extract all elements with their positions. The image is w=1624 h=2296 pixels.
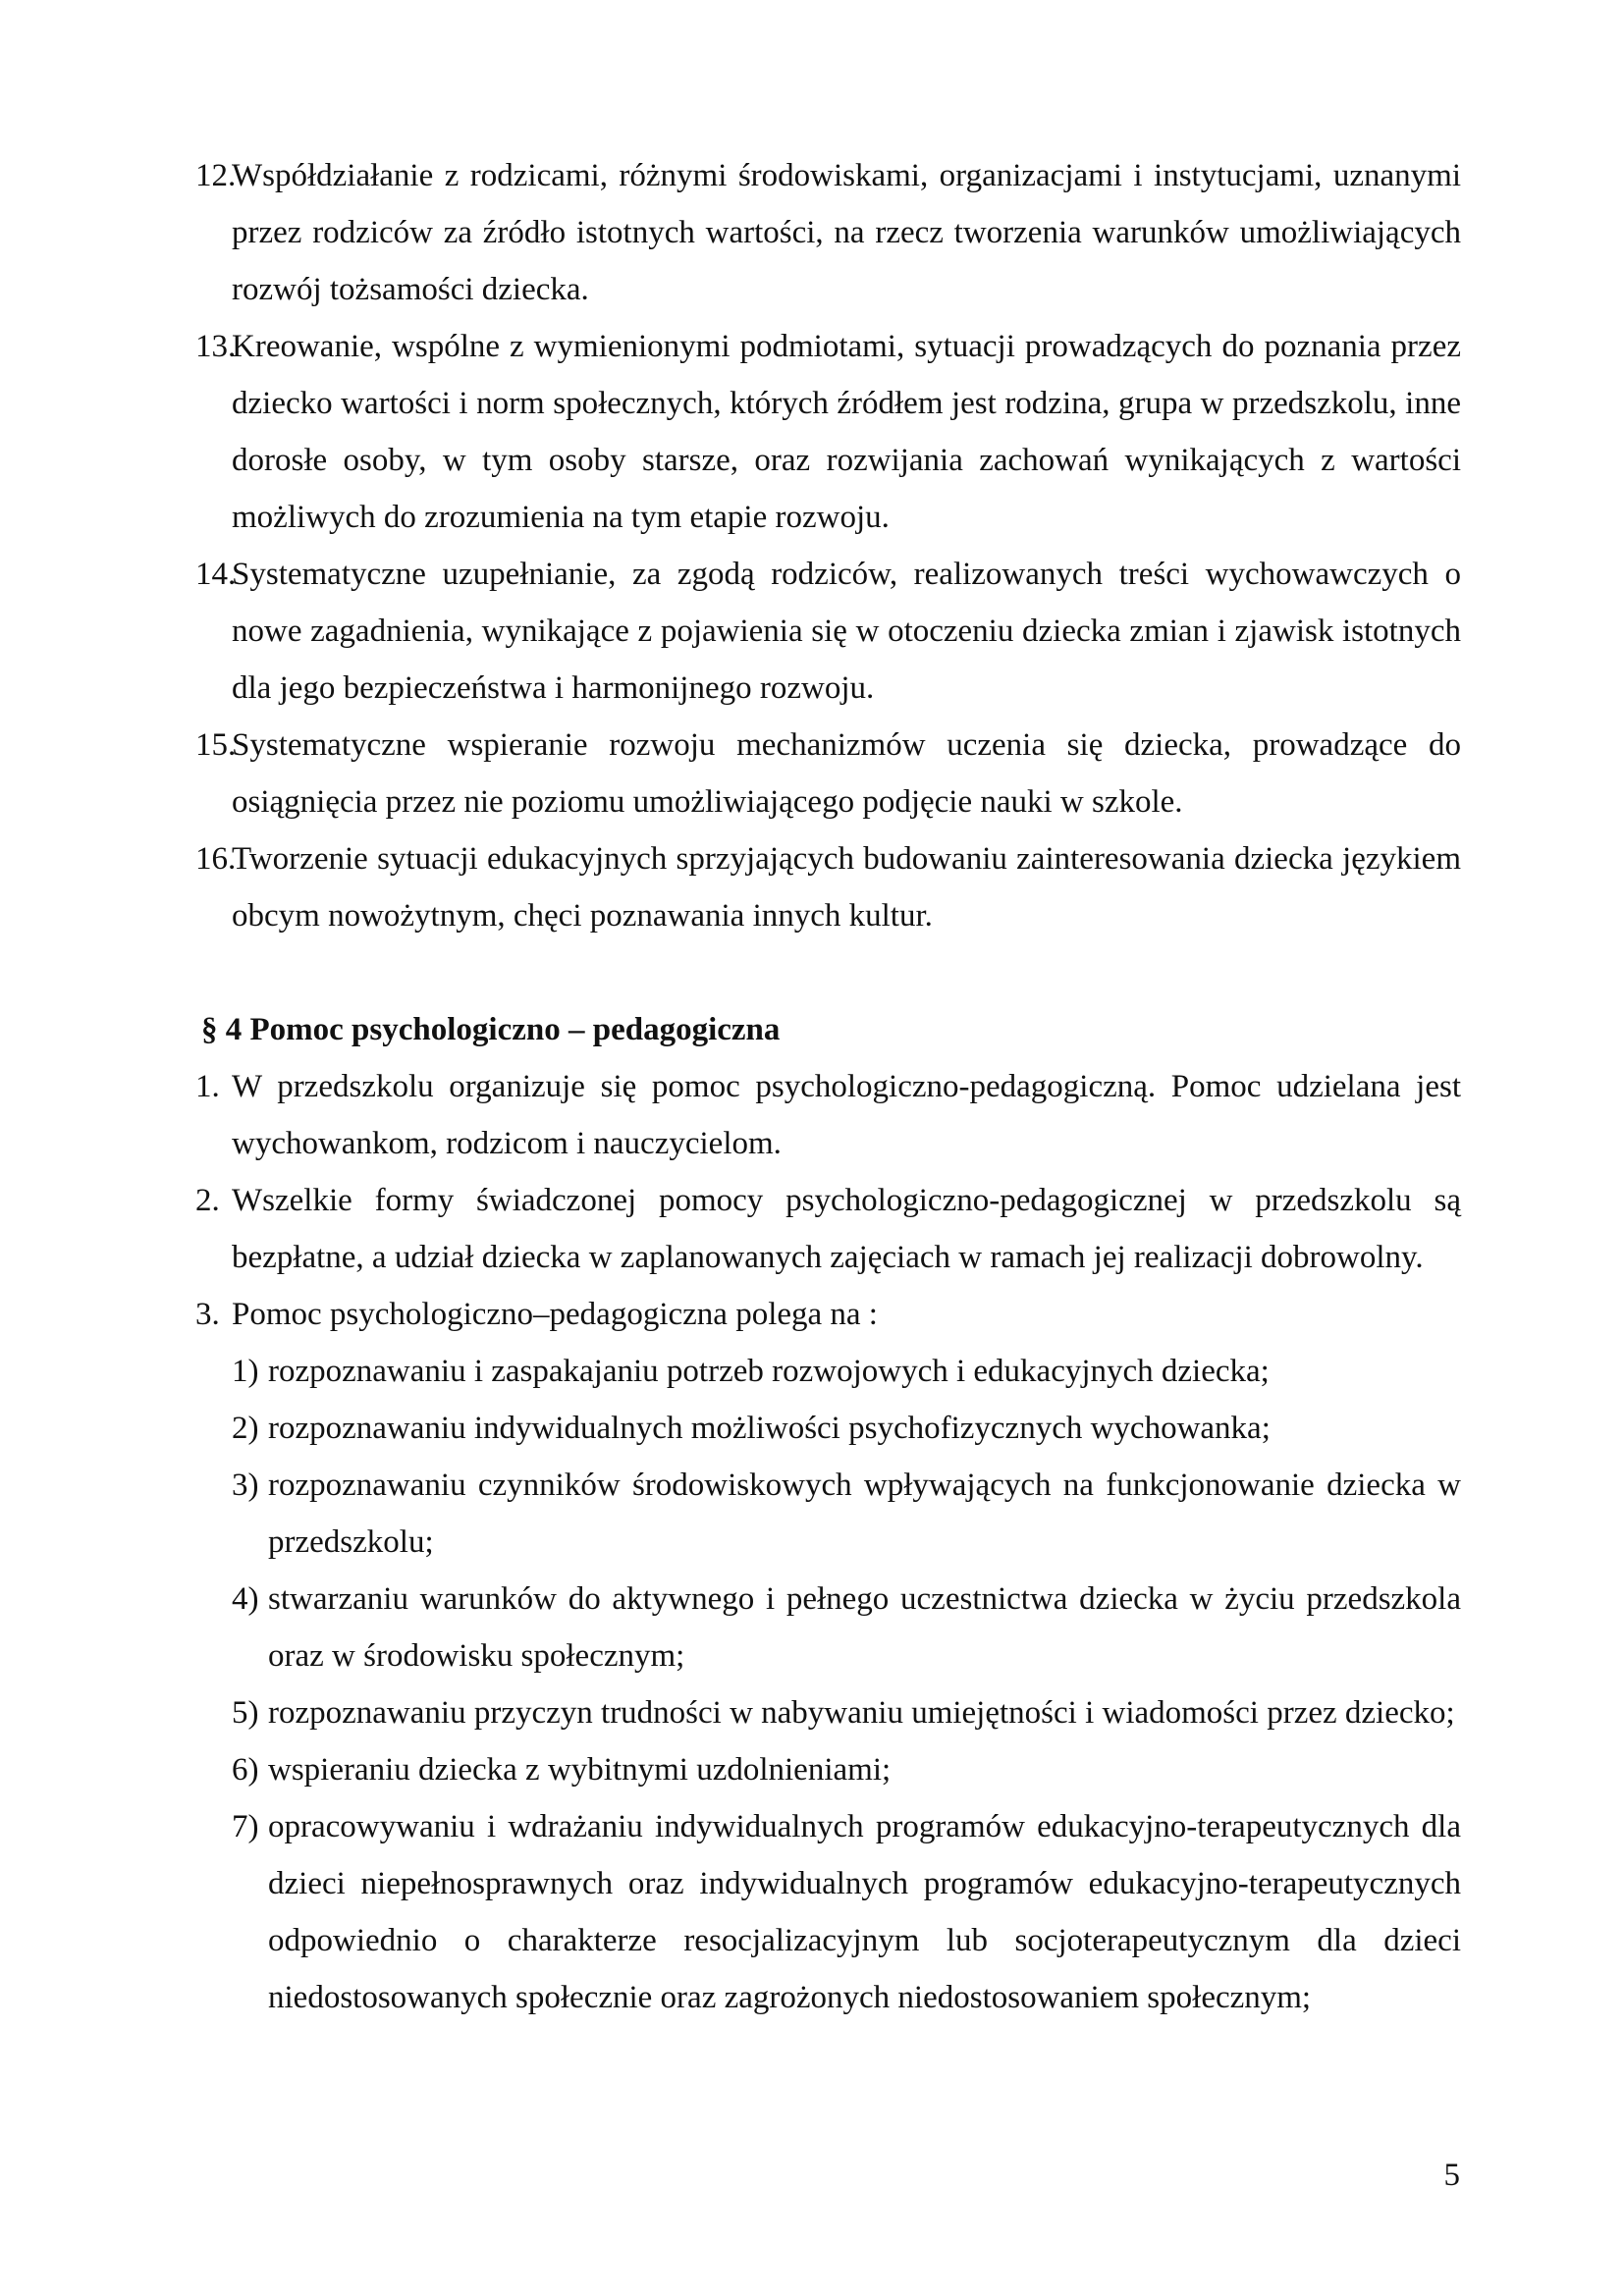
- list-item: [195, 318, 1461, 546]
- list-item-number: 15.: [195, 727, 237, 763]
- list-item-text: Kreowanie, wspólne z wymienionymi podmiotami, sytuacji prowadzących do poznania przez dziecko wartości i norm społecznych, których źródłem jest rodzina, grupa w przedszkolu, inne dorosłe osoby, w tym osoby starsze, oraz rozwijania zachowań wynikających z wartości możliwych do zrozumienia na tym etapie rozwoju.: [232, 329, 1461, 535]
- list-item-text: Współdziałanie z rodzicami, różnymi środowiskami, organizacjami i instytucjami, uznanymi przez rodziców za źródło istotnych wartości, na rzecz tworzenia warunków umożliwiających rozwój tożsamości dziecka.: [232, 158, 1461, 307]
- sublist-item-number: 1): [232, 1354, 259, 1389]
- sublist-item-number: 7): [232, 1809, 259, 1844]
- help-list: [195, 1058, 1461, 1343]
- list-item: [195, 1286, 1461, 1343]
- sublist-item-text: rozpoznawaniu indywidualnych możliwości psychofizycznych wychowanka;: [268, 1411, 1271, 1446]
- list-item-number: 2.: [195, 1183, 220, 1218]
- list-item: [195, 1058, 1461, 1172]
- sublist-item: [232, 1343, 1461, 1400]
- sublist-item: [232, 1457, 1461, 1571]
- sublist-item-text: wspieraniu dziecka z wybitnymi uzdolnieniami;: [268, 1752, 892, 1788]
- list-item: [195, 717, 1461, 830]
- list-item: [195, 1172, 1461, 1286]
- list-item-number: 12.: [195, 158, 237, 193]
- list-item-number: 16.: [195, 841, 237, 877]
- sublist-item-text: stwarzaniu warunków do aktywnego i pełnego uczestnictwa dziecka w życiu przedszkola oraz w środowisku społecznym;: [268, 1581, 1461, 1674]
- list-item: [195, 147, 1461, 318]
- list-item-text: Systematyczne uzupełnianie, za zgodą rodziców, realizowanych treści wychowawczych o nowe zagadnienia, wynikające z pojawienia się w otoczeniu dziecka zmian i zjawisk istotnych dla jego bezpieczeństwa i harmonijnego rozwoju.: [232, 557, 1461, 706]
- sublist-item-text: rozpoznawaniu i zaspakajaniu potrzeb rozwojowych i edukacyjnych dziecka;: [268, 1354, 1270, 1389]
- sublist-item-number: 5): [232, 1695, 259, 1731]
- page-content: [195, 147, 1461, 2026]
- sublist-item-number: 4): [232, 1581, 259, 1617]
- sublist-item: [232, 1571, 1461, 1684]
- sublist-item: [232, 1798, 1461, 2026]
- list-item-number: 3.: [195, 1297, 220, 1332]
- list-item-text: W przedszkolu organizuje się pomoc psychologiczno-pedagogiczną. Pomoc udzielana jest wychowankom, rodzicom i nauczycielom.: [232, 1069, 1461, 1161]
- sublist-item: [232, 1400, 1461, 1457]
- sublist-item-text: rozpoznawaniu czynników środowiskowych wpływających na funkcjonowanie dziecka w przedszkolu;: [268, 1468, 1461, 1560]
- list-item-text: Wszelkie formy świadczonej pomocy psychologiczno-pedagogicznej w przedszkolu są bezpłatne, a udział dziecka w zaplanowanych zajęciach w ramach jej realizacji dobrowolny.: [232, 1183, 1461, 1275]
- sublist-item-number: 6): [232, 1752, 259, 1788]
- section-heading: § 4 Pomoc psychologiczno – pedagogiczna: [201, 1012, 781, 1047]
- goals-list: [195, 147, 1461, 944]
- help-forms-sublist: [195, 1343, 1461, 2026]
- list-item-number: 13.: [195, 329, 237, 364]
- page-number: 5: [1443, 2158, 1460, 2193]
- list-item: [195, 546, 1461, 717]
- sublist-item: [232, 1684, 1461, 1741]
- list-item-text: Tworzenie sytuacji edukacyjnych sprzyjających budowaniu zainteresowania dziecka językiem obcym nowożytnym, chęci poznawania innych kultur.: [232, 841, 1461, 934]
- sublist-item-text: rozpoznawaniu przyczyn trudności w nabywaniu umiejętności i wiadomości przez dziecko;: [268, 1695, 1455, 1731]
- sublist-item: [232, 1741, 1461, 1798]
- list-item: [195, 830, 1461, 944]
- sublist-item-number: 3): [232, 1468, 259, 1503]
- list-item-text: Systematyczne wspieranie rozwoju mechanizmów uczenia się dziecka, prowadzące do osiągnięcia przez nie poziomu umożliwiającego podjęcie nauki w szkole.: [232, 727, 1461, 820]
- list-item-number: 1.: [195, 1069, 220, 1104]
- list-item-number: 14.: [195, 557, 237, 592]
- sublist-item-number: 2): [232, 1411, 259, 1446]
- list-item-text: Pomoc psychologiczno–pedagogiczna polega na :: [232, 1297, 878, 1332]
- sublist-item-text: opracowywaniu i wdrażaniu indywidualnych programów edukacyjno-terapeutycznych dla dzieci niepełnosprawnych oraz indywidualnych programów edukacyjno-terapeutycznych odpowiednio o charakterze resocjalizacyjnym lub socjoterapeutycznym dla dzieci niedostosowanych społecznie oraz zagrożonych niedostosowaniem społecznym;: [268, 1809, 1461, 2015]
